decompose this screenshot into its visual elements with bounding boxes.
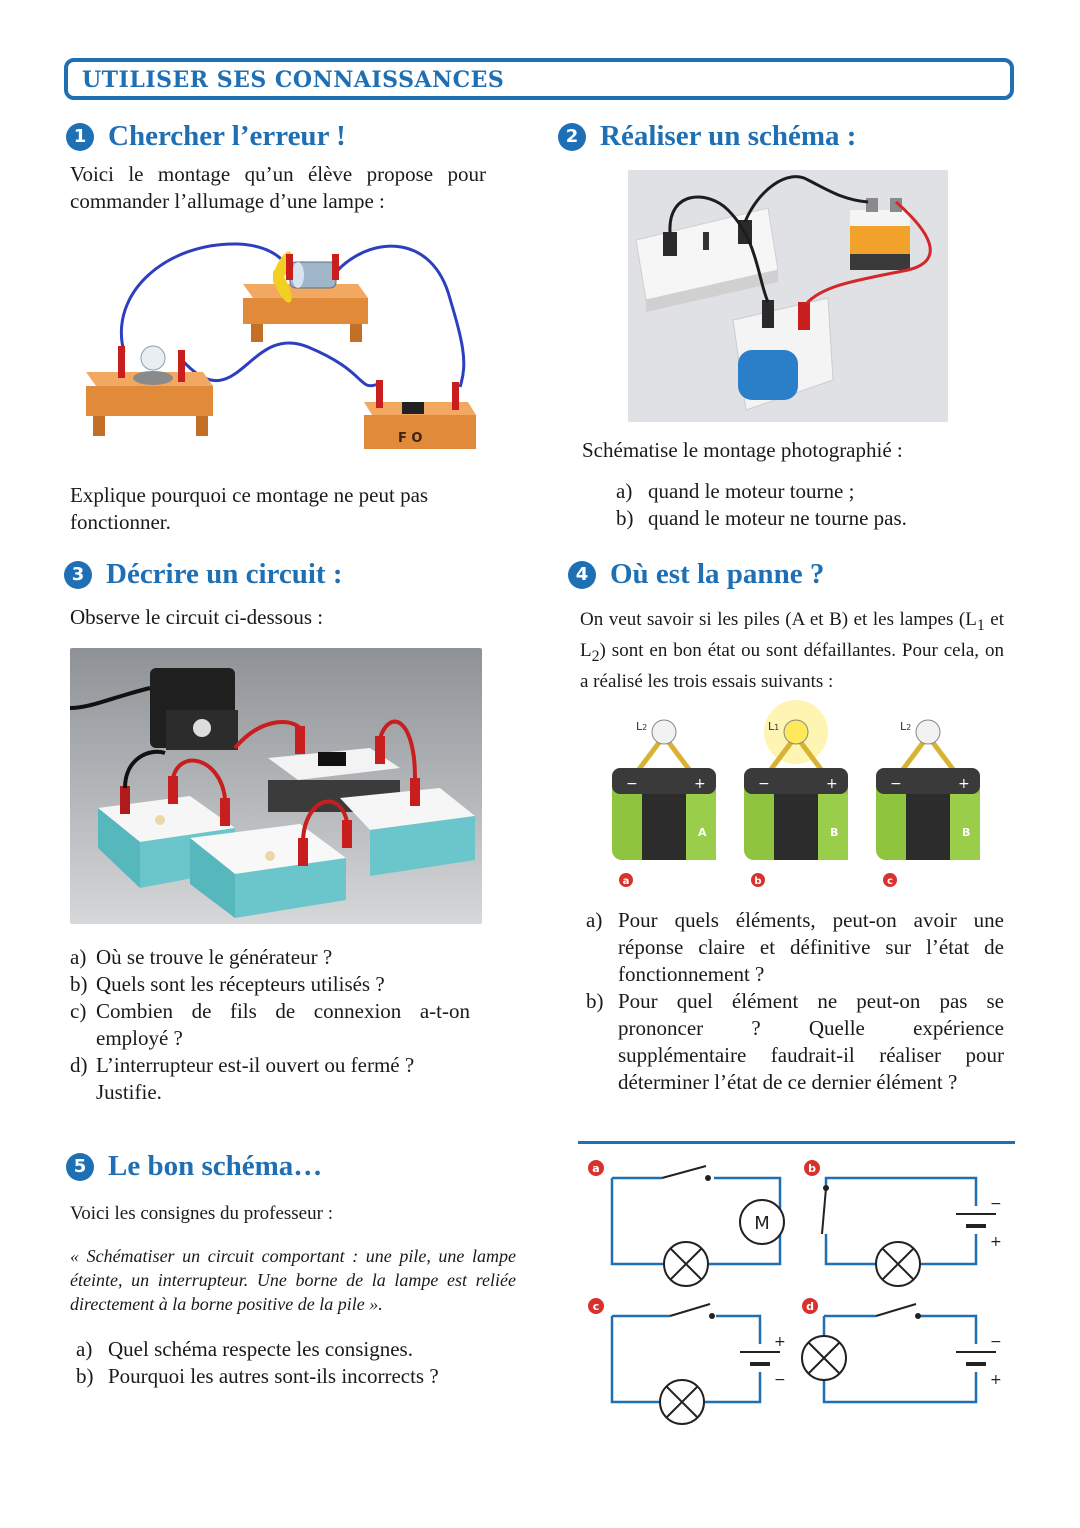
svg-text:a: a bbox=[592, 1162, 600, 1175]
svg-text:+: + bbox=[774, 1334, 786, 1350]
ex5-question-b: b) Pourquoi les autres sont-ils incorrects ? bbox=[76, 1364, 439, 1388]
ex2-question-b: b) quand le moteur ne tourne pas. bbox=[616, 506, 907, 530]
ex1-wire-3 bbox=[182, 343, 378, 386]
svg-text:−: − bbox=[774, 1372, 786, 1388]
schema-b bbox=[822, 1178, 1002, 1286]
section-banner bbox=[64, 58, 1014, 100]
banner-title: UTILISER SES CONNAISSANCES bbox=[82, 67, 505, 93]
ex3-lamp2-icon bbox=[265, 851, 275, 861]
svg-text:c: c bbox=[887, 876, 893, 887]
ex3-number: 3 bbox=[64, 561, 92, 589]
ex5-heading bbox=[66, 1150, 322, 1183]
svg-text:−: − bbox=[890, 776, 902, 792]
ex1-heading bbox=[66, 120, 346, 153]
ex2-title: Réaliser un schéma : bbox=[600, 120, 857, 152]
ex1-switch-label: F O bbox=[398, 431, 423, 446]
lamp-icon bbox=[784, 720, 808, 744]
ex4-intro: On veut savoir si les piles (A et B) et les lampes ($L_1$ et $L_2$) sont en bon état ou sont défaillantes. Pour cela, on a réalisé les trois essais suivants : bbox=[580, 609, 1005, 692]
battery-label: B bbox=[830, 826, 839, 839]
ex3-questions bbox=[70, 944, 470, 1106]
test-a bbox=[612, 720, 716, 887]
ex3-intro: Observe le circuit ci-dessous : bbox=[70, 605, 324, 629]
schema-d bbox=[802, 1304, 1002, 1402]
test-b bbox=[744, 700, 848, 887]
ex5-schemas bbox=[584, 1154, 1014, 1438]
lamp-icon bbox=[652, 720, 676, 744]
ex5-intro: Voici les consignes du professeur : bbox=[70, 1203, 333, 1224]
ex3-question-d: d) L’interrupteur est-il ouvert ou fermé ? Justifie. bbox=[70, 1053, 415, 1104]
lamp-label: L2 bbox=[900, 720, 912, 733]
ex5-number: 5 bbox=[66, 1153, 94, 1181]
svg-text:c: c bbox=[592, 1300, 600, 1313]
ex1-intro: Voici le montage qu’un élève propose pour commander l’allumage d’une lampe : bbox=[70, 162, 486, 213]
svg-text:+: + bbox=[826, 776, 838, 792]
ex5-divider bbox=[578, 1141, 1015, 1144]
ex2-questions bbox=[616, 478, 1016, 532]
ex4-heading bbox=[568, 558, 824, 591]
ex4-number: 4 bbox=[568, 561, 596, 589]
ex4-title: Où est la panne ? bbox=[610, 558, 825, 590]
ex3-title: Décrire un circuit : bbox=[106, 558, 343, 590]
svg-text:−: − bbox=[758, 776, 770, 792]
ex5-title: Le bon schéma… bbox=[108, 1150, 323, 1182]
svg-text:+: + bbox=[694, 776, 706, 792]
ex5-quote: « Schématiser un circuit comportant : une pile, une lampe éteinte, un interrupteur. Une borne de la lampe est reliée directement à la borne positive de la pile ». bbox=[70, 1246, 516, 1314]
ex1-question: Explique pourquoi ce montage ne peut pas fonctionner. bbox=[70, 483, 429, 534]
lamp-label: L1 bbox=[768, 720, 780, 733]
schema-tag-d bbox=[802, 1298, 818, 1314]
ex3-question-c: c) Combien de fils de connexion a-t-on employé ? bbox=[70, 999, 470, 1050]
ex4-questions bbox=[586, 907, 1004, 1096]
ex3-photo bbox=[70, 648, 482, 924]
lamp-label: L2 bbox=[636, 720, 648, 733]
ex5-questions bbox=[76, 1336, 516, 1390]
ex5-question-a: a) Quel schéma respecte les consignes. bbox=[76, 1337, 413, 1361]
ex1-circuit-illustration bbox=[68, 232, 488, 468]
ex3-question-b: b) Quels sont les récepteurs utilisés ? bbox=[70, 972, 385, 996]
ex4-question-a: a) Pour quels éléments, peut-on avoir une réponse claire et définitive sur l’état de fonctionnement ? bbox=[586, 908, 1004, 986]
switch-symbol bbox=[670, 1304, 710, 1316]
ex3-switch-icon bbox=[318, 752, 346, 766]
svg-text:b: b bbox=[754, 876, 762, 887]
ex1-bulb-icon bbox=[141, 346, 165, 370]
schema-tag-b bbox=[804, 1160, 820, 1176]
ex2-question-a: a) quand le moteur tourne ; bbox=[616, 479, 855, 503]
ex2-switch-lever bbox=[703, 232, 709, 250]
svg-text:d: d bbox=[806, 1300, 814, 1313]
schema-tag-c bbox=[588, 1298, 604, 1314]
ex4-question-b: b) Pour quel élément ne peut-on pas se prononcer ? Quelle expérience supplémentaire faudrait-il réaliser pour déterminer l’état de ce dernier élément ? bbox=[586, 989, 1004, 1094]
ex2-photo bbox=[628, 170, 948, 422]
ex2-motor-icon bbox=[738, 350, 798, 400]
schema-tag-a bbox=[588, 1160, 604, 1176]
svg-text:b: b bbox=[808, 1162, 816, 1175]
ex1-title: Chercher l’erreur ! bbox=[108, 120, 346, 152]
battery-label: B bbox=[962, 826, 971, 839]
ex2-heading bbox=[558, 120, 856, 153]
svg-text:−: − bbox=[990, 1196, 1002, 1212]
switch-symbol bbox=[662, 1166, 706, 1178]
ex4-tests-illustration bbox=[596, 696, 996, 896]
ex3-lamp1-icon bbox=[155, 815, 165, 825]
ex2-intro: Schématise le montage photographié : bbox=[582, 438, 903, 462]
lamp-icon bbox=[916, 720, 940, 744]
schema-a bbox=[612, 1166, 784, 1286]
svg-text:−: − bbox=[990, 1334, 1002, 1350]
ex1-lamp-block bbox=[86, 346, 213, 436]
ex2-number: 2 bbox=[558, 123, 586, 151]
test-c bbox=[876, 720, 980, 887]
switch-symbol bbox=[876, 1304, 916, 1316]
ex3-heading bbox=[64, 558, 343, 591]
ex3-question-a: a) Où se trouve le générateur ? bbox=[70, 945, 333, 969]
svg-text:+: + bbox=[990, 1234, 1002, 1250]
svg-text:+: + bbox=[958, 776, 970, 792]
ex1-motor-block bbox=[243, 249, 368, 342]
svg-text:−: − bbox=[626, 776, 638, 792]
battery-label: A bbox=[698, 826, 707, 839]
schema-c bbox=[612, 1304, 786, 1424]
ex1-switch-block bbox=[364, 380, 476, 449]
svg-text:+: + bbox=[990, 1372, 1002, 1388]
ex1-number: 1 bbox=[66, 123, 94, 151]
svg-text:a: a bbox=[622, 876, 630, 887]
switch-symbol bbox=[822, 1188, 826, 1234]
svg-text:M: M bbox=[754, 1213, 770, 1234]
